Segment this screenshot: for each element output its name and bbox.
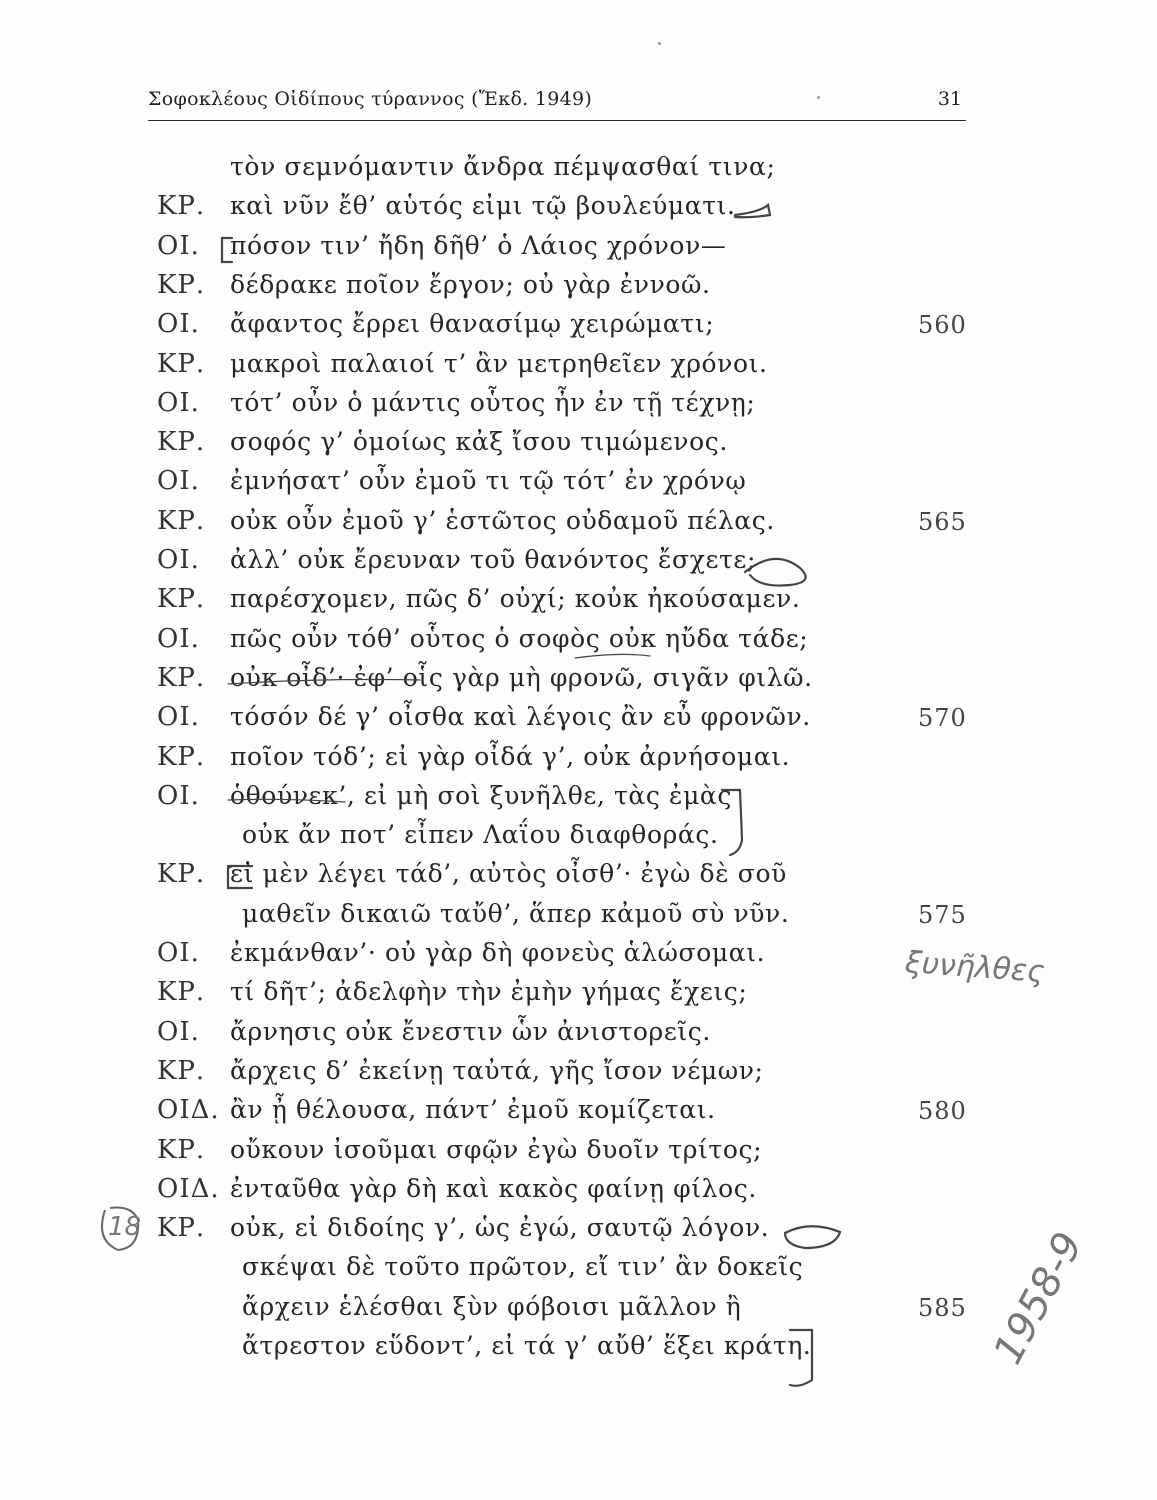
verse-text-line: δέδρακε ποῖον ἔργον; οὐ γὰρ ἐννοῶ.	[230, 270, 711, 299]
speaker-label: ΟΙ.	[157, 466, 200, 496]
verse-line	[0, 388, 1157, 428]
verse-line	[0, 309, 1157, 349]
margin-word-note: ξυνῆλθες	[903, 945, 1046, 990]
speaker-label: ΟΙ.	[157, 781, 200, 811]
speaker-label: ΚΡ.	[157, 742, 206, 772]
verse-line	[0, 191, 1157, 231]
speaker-label: ΚΡ.	[157, 859, 206, 889]
verse-line	[0, 270, 1157, 310]
verse-text-line: ἄρνησις οὐκ ἔνεστιν ὧν ἀνιστορεῖς.	[230, 1017, 711, 1046]
verse-text-line: τί δῆτ’; ἀδελφὴν τὴν ἐμὴν γήμας ἔχεις;	[230, 977, 748, 1006]
line-number: 580	[918, 1097, 967, 1125]
verse-text-line: ὁθούνεκ’, εἰ μὴ σοὶ ξυνῆλθε, τὰς ἐμὰς	[230, 781, 732, 810]
line-number: 565	[918, 508, 967, 536]
verse-text-line: ἄφαντος ἔρρει θανασίμῳ χειρώματι;	[230, 309, 715, 338]
verse-text-line: ἐνταῦθα γὰρ δὴ καὶ κακὸς φαίνῃ φίλος.	[230, 1174, 757, 1203]
verse-text-line: ἂν ᾖ θέλουσα, πάντ’ ἐμοῦ κομίζεται.	[230, 1095, 716, 1124]
page-number: 31	[937, 88, 962, 110]
speaker-label: ΟΙ.	[157, 702, 200, 732]
verse-line	[0, 466, 1157, 506]
line-number: 560	[918, 311, 967, 339]
verse-text-line: ἄτρεστον εὕδοντ’, εἰ τά γ’ αὔθ’ ἕξει κράτη.	[242, 1331, 812, 1360]
page-speck	[817, 96, 820, 99]
verse-line	[0, 427, 1157, 467]
verse-text-line: ἄρχειν ἑλέσθαι ξὺν φόβοισι μᾶλλον ἢ	[242, 1292, 742, 1321]
verse-line	[0, 545, 1157, 585]
verse-line	[0, 584, 1157, 624]
verse-line	[0, 349, 1157, 389]
verse-text-line: οὐκ, εἰ διδοίης γ’, ὡς ἐγώ, σαυτῷ λόγον.	[230, 1213, 770, 1242]
verse-text-line: πόσον τιν’ ἤδη δῆθ’ ὁ Λάιος χρόνον—	[230, 231, 727, 260]
verse-line	[0, 742, 1157, 782]
verse-text-line: μακροὶ παλαιοί τ’ ἂν μετρηθεῖεν χρόνοι.	[230, 349, 768, 378]
verse-text-line: καὶ νῦν ἔθ’ αὑτός εἰμι τῷ βουλεύματι.	[230, 191, 736, 220]
verse-line	[0, 1252, 1157, 1292]
verse-line	[0, 859, 1157, 899]
speaker-label: ΟΙ.	[157, 388, 200, 418]
verse-text-line: τόσόν δέ γ’ οἶσθα καὶ λέγοις ἂν εὖ φρονῶν.	[230, 702, 811, 731]
verse-line	[0, 1213, 1157, 1253]
speaker-label: ΚΡ.	[157, 191, 206, 221]
speaker-label: ΚΡ.	[157, 270, 206, 300]
line-number: 570	[918, 704, 967, 732]
verse-text-line: σοφός γ’ ὁμοίως κἀξ ἴσου τιμώμενος.	[230, 427, 728, 456]
verse-line	[0, 1095, 1157, 1135]
verse-text-line: οὐκ οἶδ’· ἐφ’ οἷς γὰρ μὴ φρονῶ, σιγᾶν φιλῶ.	[230, 663, 813, 692]
verse-text-line: ἄρχεις δ’ ἐκείνῃ ταὐτά, γῆς ἴσον νέμων;	[230, 1056, 764, 1085]
speaker-label: ΟΙ.	[157, 545, 200, 575]
verse-text-line: ἐκμάνθαν’· οὐ γὰρ δὴ φονεὺς ἁλώσομαι.	[230, 938, 766, 967]
verse-line	[0, 1174, 1157, 1214]
speaker-label: ΚΡ.	[157, 584, 206, 614]
margin-year-note: 1958-9	[985, 1224, 1093, 1372]
speaker-label: ΚΡ.	[157, 663, 206, 693]
speaker-label: ΟΙΔ.	[157, 1174, 220, 1204]
verse-text-line: μαθεῖν δικαιῶ ταὔθ’, ἅπερ κἀμοῦ σὺ νῦν.	[242, 899, 790, 928]
verse-line	[0, 820, 1157, 860]
verse-line	[0, 1331, 1157, 1371]
speaker-label: ΚΡ.	[157, 427, 206, 457]
verse-line	[0, 624, 1157, 664]
speaker-label: ΚΡ.	[157, 506, 206, 536]
line-number: 575	[918, 901, 967, 929]
verse-text-line: σκέψαι δὲ τοῦτο πρῶτον, εἴ τιν’ ἂν δοκεῖς	[242, 1252, 804, 1281]
verse-text-line: ποῖον τόδ’; εἰ γὰρ οἶδά γ’, οὐκ ἀρνήσομαι.	[230, 742, 791, 771]
speaker-label: ΚΡ.	[157, 1213, 206, 1243]
speaker-label: ΟΙ.	[157, 1017, 200, 1047]
verse-line	[0, 1292, 1157, 1332]
verse-text-line: ἀλλ’ οὐκ ἔρευναν τοῦ θανόντος ἔσχετε;	[230, 545, 756, 574]
verse-line	[0, 899, 1157, 939]
verse-text-line: οὐκ οὖν ἐμοῦ γ’ ἑστῶτος οὐδαμοῦ πέλας.	[230, 506, 775, 535]
verse-text-line: ἐμνήσατ’ οὖν ἐμοῦ τι τῷ τότ’ ἐν χρόνῳ	[230, 466, 747, 495]
speaker-label: ΟΙΔ.	[157, 1095, 220, 1125]
verse-text-line: οὐκ ἄν ποτ’ εἶπεν Λαΐου διαφθοράς.	[242, 820, 719, 849]
verse-line	[0, 506, 1157, 546]
speaker-label: ΚΡ.	[157, 1056, 206, 1086]
verse-text-line: οὔκουν ἰσοῦμαι σφῷν ἐγὼ δυοῖν τρίτος;	[230, 1135, 763, 1164]
verse-line	[0, 702, 1157, 742]
speaker-label: ΟΙ.	[157, 309, 200, 339]
verse-text-line: παρέσχομεν, πῶς δ’ οὐχί; κοὐκ ἠκούσαμεν.	[230, 584, 801, 613]
page-speck	[658, 42, 661, 45]
line-number: 585	[918, 1294, 967, 1322]
verse-line	[0, 1017, 1157, 1057]
verse-line	[0, 152, 1157, 192]
speaker-label: ΚΡ.	[157, 349, 206, 379]
margin-number-note: 18	[108, 1212, 142, 1242]
running-title: Σοφοκλέους Οἰδίπους τύραννος (Ἔκδ. 1949)	[148, 88, 593, 110]
speaker-label: ΟΙ.	[157, 938, 200, 968]
verse-line	[0, 781, 1157, 821]
verse-line	[0, 1056, 1157, 1096]
verse-text-line: εἰ μὲν λέγει τάδ’, αὐτὸς οἶσθ’· ἐγὼ δὲ σοῦ	[230, 859, 787, 888]
verse-line	[0, 231, 1157, 271]
verse-line	[0, 663, 1157, 703]
verse-line	[0, 1135, 1157, 1175]
verse-text-line: τότ’ οὖν ὁ μάντις οὗτος ἦν ἐν τῇ τέχνῃ;	[230, 388, 756, 417]
speaker-label: ΚΡ.	[157, 977, 206, 1007]
speaker-label: ΚΡ.	[157, 1135, 206, 1165]
running-header	[148, 84, 966, 121]
verse-text-line: τὸν σεμνόμαντιν ἄνδρα πέμψασθαί τινα;	[230, 152, 776, 181]
speaker-label: ΟΙ.	[157, 624, 200, 654]
verse-text-line: πῶς οὖν τόθ’ οὗτος ὁ σοφὸς οὐκ ηὔδα τάδε;	[230, 624, 809, 653]
speaker-label: ΟΙ.	[157, 231, 200, 261]
